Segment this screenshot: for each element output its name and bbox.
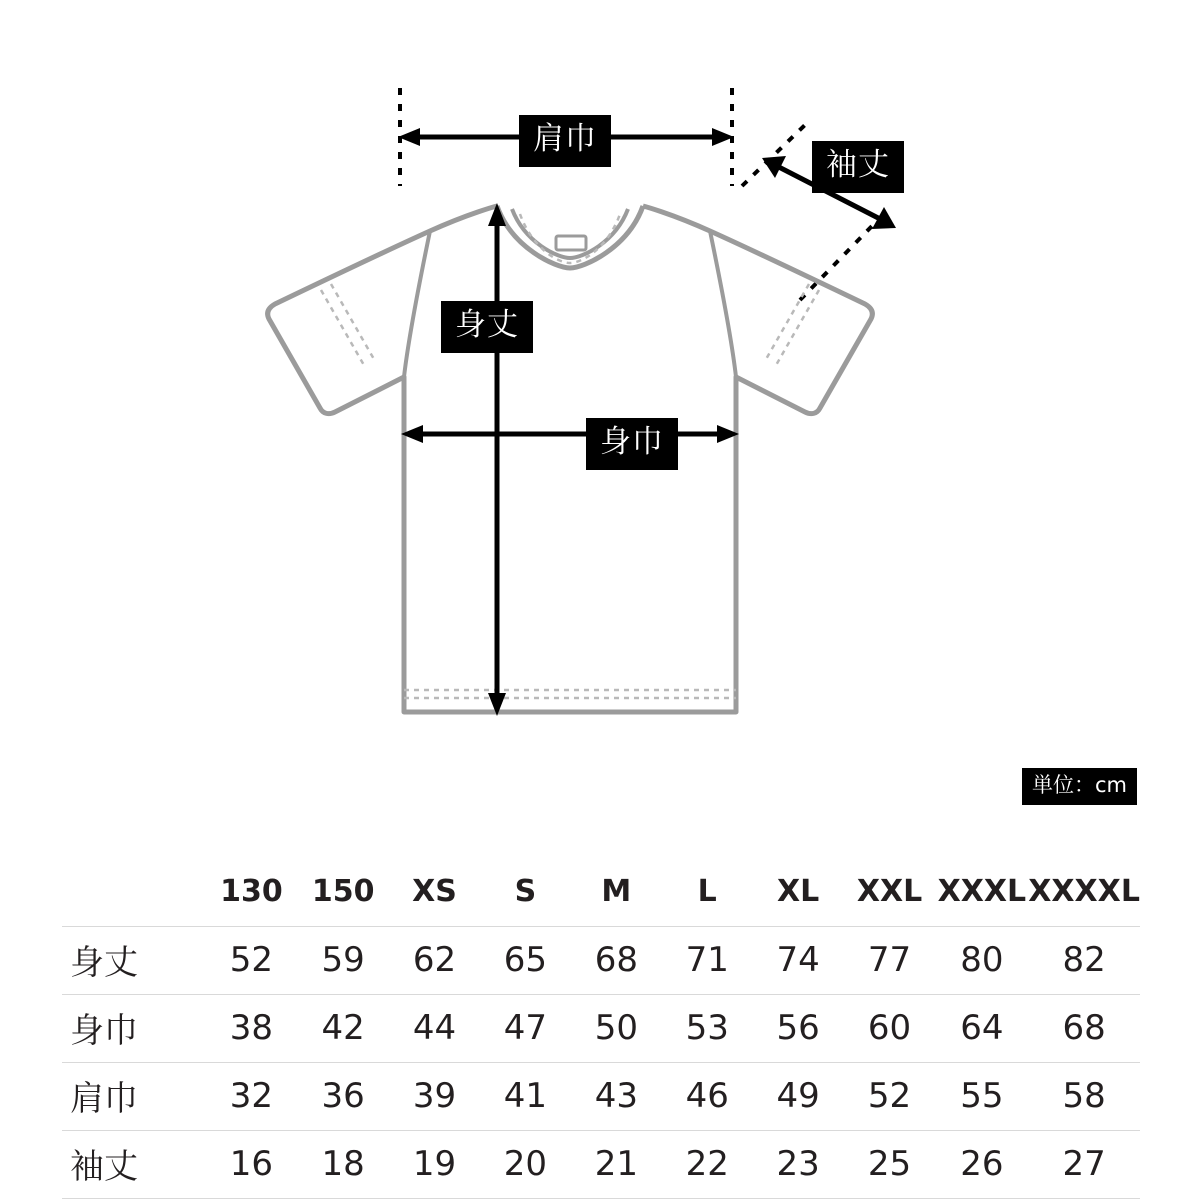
cell-body-length-xl: 74 (753, 927, 844, 995)
cell-shoulder-width-m: 43 (571, 1063, 662, 1131)
label-shoulder-width: 肩巾 (519, 115, 611, 167)
cell-body-length-m: 68 (571, 927, 662, 995)
size-header-xxxl: XXXL (935, 860, 1028, 927)
cell-body-width-xxxl: 64 (935, 995, 1028, 1063)
cell-shoulder-width-xxxl: 55 (935, 1063, 1028, 1131)
cell-sleeve-length-xs: 19 (389, 1131, 480, 1199)
cell-body-length-130: 52 (206, 927, 298, 995)
size-header-s: S (480, 860, 571, 927)
cell-body-width-l: 53 (662, 995, 753, 1063)
cell-shoulder-width-xl: 49 (753, 1063, 844, 1131)
cell-shoulder-width-xxl: 52 (844, 1063, 936, 1131)
stitch-lines (321, 214, 819, 698)
size-table (62, 860, 1140, 1199)
cell-sleeve-length-l: 22 (662, 1131, 753, 1199)
table-row (62, 995, 1140, 1063)
label-body-length: 身丈 (441, 301, 533, 353)
size-header-xl: XL (753, 860, 844, 927)
cell-body-width-xl: 56 (753, 995, 844, 1063)
cell-body-width-xxl: 60 (844, 995, 936, 1063)
cell-body-width-xxxxl: 68 (1028, 995, 1140, 1063)
cell-body-length-xs: 62 (389, 927, 480, 995)
cell-sleeve-length-m: 21 (571, 1131, 662, 1199)
table-row (62, 1131, 1140, 1199)
arrowhead-right (712, 128, 734, 146)
cell-sleeve-length-150: 18 (297, 1131, 389, 1199)
cell-shoulder-width-s: 41 (480, 1063, 571, 1131)
cell-body-length-150: 59 (297, 927, 389, 995)
cell-body-width-m: 50 (571, 995, 662, 1063)
cell-sleeve-length-130: 16 (206, 1131, 298, 1199)
label-sleeve-length: 袖丈 (812, 141, 904, 193)
row-label-body-length: 身丈 (62, 927, 206, 995)
cell-sleeve-length-xl: 23 (753, 1131, 844, 1199)
label-unit: 単位：cm (1022, 768, 1137, 805)
cell-sleeve-length-xxl: 25 (844, 1131, 936, 1199)
size-header-l: L (662, 860, 753, 927)
tshirt-outline (268, 206, 873, 712)
cell-body-length-l: 71 (662, 927, 753, 995)
table-corner-cell (62, 860, 206, 927)
cell-body-width-s: 47 (480, 995, 571, 1063)
cell-body-length-xxxxl: 82 (1028, 927, 1140, 995)
label-body-width: 身巾 (586, 418, 678, 470)
cell-shoulder-width-130: 32 (206, 1063, 298, 1131)
size-header-m: M (571, 860, 662, 927)
cell-sleeve-length-xxxxl: 27 (1028, 1131, 1140, 1199)
cell-body-length-xxxl: 80 (935, 927, 1028, 995)
row-label-shoulder-width: 肩巾 (62, 1063, 206, 1131)
cell-body-length-xxl: 77 (844, 927, 936, 995)
cell-shoulder-width-xxxxl: 58 (1028, 1063, 1140, 1131)
cell-body-width-150: 42 (297, 995, 389, 1063)
size-header-xs: XS (389, 860, 480, 927)
size-header-130: 130 (206, 860, 298, 927)
size-header-xxxxl: XXXXL (1028, 860, 1140, 927)
arrowhead-left (398, 128, 420, 146)
table-row (62, 927, 1140, 995)
row-label-body-width: 身巾 (62, 995, 206, 1063)
cell-body-length-s: 65 (480, 927, 571, 995)
cell-body-width-xs: 44 (389, 995, 480, 1063)
table-row (62, 1063, 1140, 1131)
row-label-sleeve-length: 袖丈 (62, 1131, 206, 1199)
cell-shoulder-width-l: 46 (662, 1063, 753, 1131)
size-header-150: 150 (297, 860, 389, 927)
cell-body-width-130: 38 (206, 995, 298, 1063)
size-header-xxl: XXL (844, 860, 936, 927)
cell-shoulder-width-xs: 39 (389, 1063, 480, 1131)
table-header-row (62, 860, 1140, 927)
cell-shoulder-width-150: 36 (297, 1063, 389, 1131)
cell-sleeve-length-s: 20 (480, 1131, 571, 1199)
cell-sleeve-length-xxxl: 26 (935, 1131, 1028, 1199)
